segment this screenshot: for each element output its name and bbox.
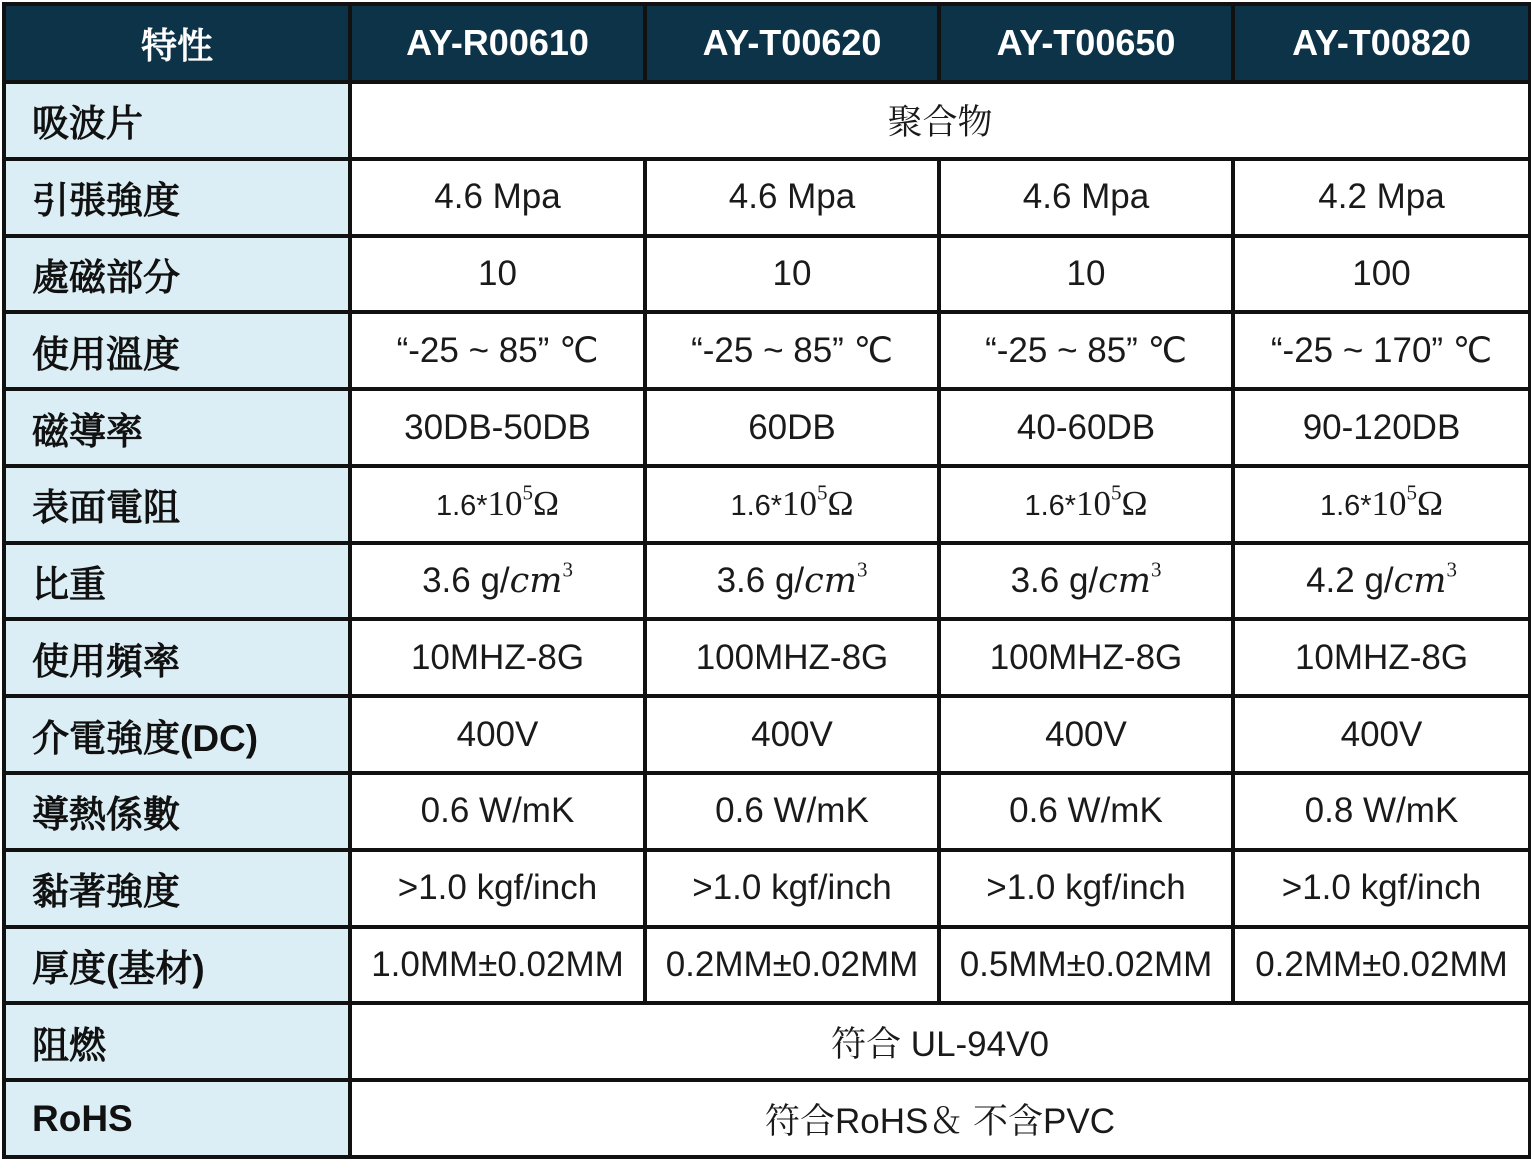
row-flame — [4, 1003, 1530, 1080]
table-cell — [1233, 543, 1530, 620]
ohm-unit: Ω — [533, 484, 560, 524]
exponent: 3 — [1150, 557, 1162, 582]
table-cell: 30DB-50DB — [350, 389, 645, 466]
table-cell: “-25 ~ 85” ℃ — [645, 312, 939, 389]
row-temperature — [4, 312, 1530, 389]
exponent: 5 — [522, 480, 534, 505]
coef: 1.6* — [1319, 490, 1372, 523]
row-resistance — [4, 466, 1530, 543]
base: 10 — [487, 484, 523, 524]
spec-table — [2, 2, 1531, 1159]
header-row — [4, 4, 1530, 82]
row-label: 表面電阻 — [4, 466, 350, 543]
row-label: 阻燃 — [4, 1003, 350, 1080]
table-cell — [645, 543, 939, 620]
row-label: 厚度(基材) — [4, 927, 350, 1004]
row-density — [4, 543, 1530, 620]
table-cell: >1.0 kgf/inch — [645, 850, 939, 927]
table-cell: >1.0 kgf/inch — [1233, 850, 1530, 927]
table-cell: 0.2MM±0.02MM — [1233, 927, 1530, 1004]
table-cell: 10 — [350, 236, 645, 313]
exponent: 3 — [856, 557, 868, 582]
table-cell: 100 — [1233, 236, 1530, 313]
density-value: 3.6 g/ — [1010, 561, 1099, 601]
exponent: 5 — [1111, 480, 1122, 505]
table-cell: 100MHZ-8G — [645, 619, 939, 696]
table-cell: 400V — [645, 696, 939, 773]
table-cell: 10MHZ-8G — [350, 619, 645, 696]
exponent: 3 — [562, 557, 573, 582]
table-cell: “-25 ~ 85” ℃ — [350, 312, 645, 389]
table-cell: >1.0 kgf/inch — [939, 850, 1233, 927]
coef: 1.6* — [1024, 490, 1077, 523]
header-model-2: AY-T00620 — [645, 4, 939, 82]
base: 10 — [1076, 484, 1112, 524]
table-cell: 40-60DB — [939, 389, 1233, 466]
table-cell: 0.6 W/mK — [645, 773, 939, 850]
row-label: 使用頻率 — [4, 619, 350, 696]
table-cell: 4.2 Mpa — [1233, 159, 1530, 236]
base: 10 — [1371, 484, 1407, 524]
density-unit: cm — [1393, 561, 1447, 602]
row-label: 使用溫度 — [4, 312, 350, 389]
row-absorber — [4, 82, 1530, 159]
absorber-value: 聚合物 — [350, 82, 1530, 159]
header-model-1: AY-R00610 — [350, 4, 645, 82]
density-value: 4.2 g/ — [1306, 561, 1394, 601]
row-frequency — [4, 619, 1530, 696]
table-cell: 4.6 Mpa — [939, 159, 1233, 236]
ohm-unit: Ω — [1121, 484, 1148, 524]
ohm-unit: Ω — [827, 484, 854, 524]
row-thickness — [4, 927, 1530, 1004]
table-cell: 0.5MM±0.02MM — [939, 927, 1233, 1004]
exponent: 3 — [1446, 557, 1457, 582]
row-rohs — [4, 1080, 1530, 1157]
table-cell: 0.2MM±0.02MM — [645, 927, 939, 1004]
row-dielectric — [4, 696, 1530, 773]
table-cell: “-25 ~ 85” ℃ — [939, 312, 1233, 389]
row-magnetic-part — [4, 236, 1530, 313]
header-model-3: AY-T00650 — [939, 4, 1233, 82]
row-permeability — [4, 389, 1530, 466]
row-label: 比重 — [4, 543, 350, 620]
table-cell: 1.0MM±0.02MM — [350, 927, 645, 1004]
table-cell: “-25 ~ 170” ℃ — [1233, 312, 1530, 389]
row-label: 引張強度 — [4, 159, 350, 236]
table-cell — [939, 543, 1233, 620]
density-unit: cm — [804, 561, 857, 602]
density-value: 3.6 g/ — [422, 561, 510, 601]
table-cell: 0.8 W/mK — [1233, 773, 1530, 850]
header-model-4: AY-T00820 — [1233, 4, 1530, 82]
row-label: 磁導率 — [4, 389, 350, 466]
row-thermal — [4, 773, 1530, 850]
table-cell: 4.6 Mpa — [645, 159, 939, 236]
table-cell: >1.0 kgf/inch — [350, 850, 645, 927]
flame-value: 符合 UL-94V0 — [350, 1003, 1530, 1080]
table-cell — [350, 466, 645, 543]
table-cell: 400V — [939, 696, 1233, 773]
row-label: 導熱係數 — [4, 773, 350, 850]
table-cell: 60DB — [645, 389, 939, 466]
density-unit: cm — [509, 561, 563, 602]
density-unit: cm — [1098, 561, 1151, 602]
coef: 1.6* — [730, 490, 783, 523]
header-property: 特性 — [4, 4, 350, 82]
table-cell: 400V — [1233, 696, 1530, 773]
row-label: 吸波片 — [4, 82, 350, 159]
table-cell: 90-120DB — [1233, 389, 1530, 466]
exponent: 5 — [1406, 480, 1418, 505]
table-cell: 10 — [645, 236, 939, 313]
table-cell: 100MHZ-8G — [939, 619, 1233, 696]
row-label: 處磁部分 — [4, 236, 350, 313]
table-cell: 10MHZ-8G — [1233, 619, 1530, 696]
table-cell: 0.6 W/mK — [939, 773, 1233, 850]
row-tensile — [4, 159, 1530, 236]
row-label: 介電強度(DC) — [4, 696, 350, 773]
rohs-value: 符合RoHS＆ 不含PVC — [350, 1080, 1530, 1157]
exponent: 5 — [817, 480, 828, 505]
coef: 1.6* — [435, 490, 488, 523]
table-cell — [1233, 466, 1530, 543]
density-value: 3.6 g/ — [716, 561, 805, 601]
table-cell: 0.6 W/mK — [350, 773, 645, 850]
table-cell — [350, 543, 645, 620]
row-label: RoHS — [4, 1080, 350, 1157]
table-cell: 4.6 Mpa — [350, 159, 645, 236]
ohm-unit: Ω — [1417, 484, 1444, 524]
row-adhesion — [4, 850, 1530, 927]
table-cell — [645, 466, 939, 543]
table-cell — [939, 466, 1233, 543]
row-label: 黏著強度 — [4, 850, 350, 927]
base: 10 — [782, 484, 818, 524]
table-cell: 400V — [350, 696, 645, 773]
table-cell: 10 — [939, 236, 1233, 313]
